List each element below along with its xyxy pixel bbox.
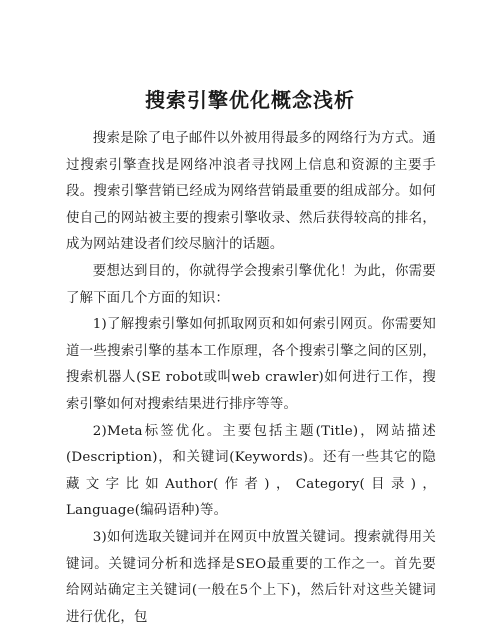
paragraph: 2)Meta标签优化。主要包括主题(Title)，网站描述(Description)，和关键词(Keywords)。还有一些其它的隐藏文字比如Author(作者)，Category(目录)，Language(编码语种)等。 <box>66 423 436 519</box>
document-title: 搜索引擎优化概念浅析 <box>145 88 355 112</box>
document-body <box>66 126 436 631</box>
paragraph: 3)如何选取关键词并在网页中放置关键词。搜索就得用关键词。关键词分析和选择是SEO最重要的工作之一。首先要给网站确定主关键词(一般在5个上下)，然后针对这些关键词进行优化，包 <box>66 529 436 625</box>
paragraph: 要想达到目的，你就得学会搜索引擎优化！为此，你需要了解下面几个方面的知识： <box>66 263 436 306</box>
paragraph: 1)了解搜索引擎如何抓取网页和如何索引网页。你需要知道一些搜索引擎的基本工作原理，各个搜索引擎之间的区别，搜索机器人(SE robot或叫web crawler)如何进行工作，搜索引擎如何对搜索结果进行排序等等。 <box>66 317 436 412</box>
paragraph: 搜索是除了电子邮件以外被用得最多的网络行为方式。通过搜索引擎查找是网络冲浪者寻找网上信息和资源的主要手段。搜索引擎营销已经成为网络营销最重要的组成部分。如何使自己的网站被主要的搜索引擎收录、然后获得较高的排名，成为网站建设者们绞尽脑汁的话题。 <box>66 131 436 253</box>
